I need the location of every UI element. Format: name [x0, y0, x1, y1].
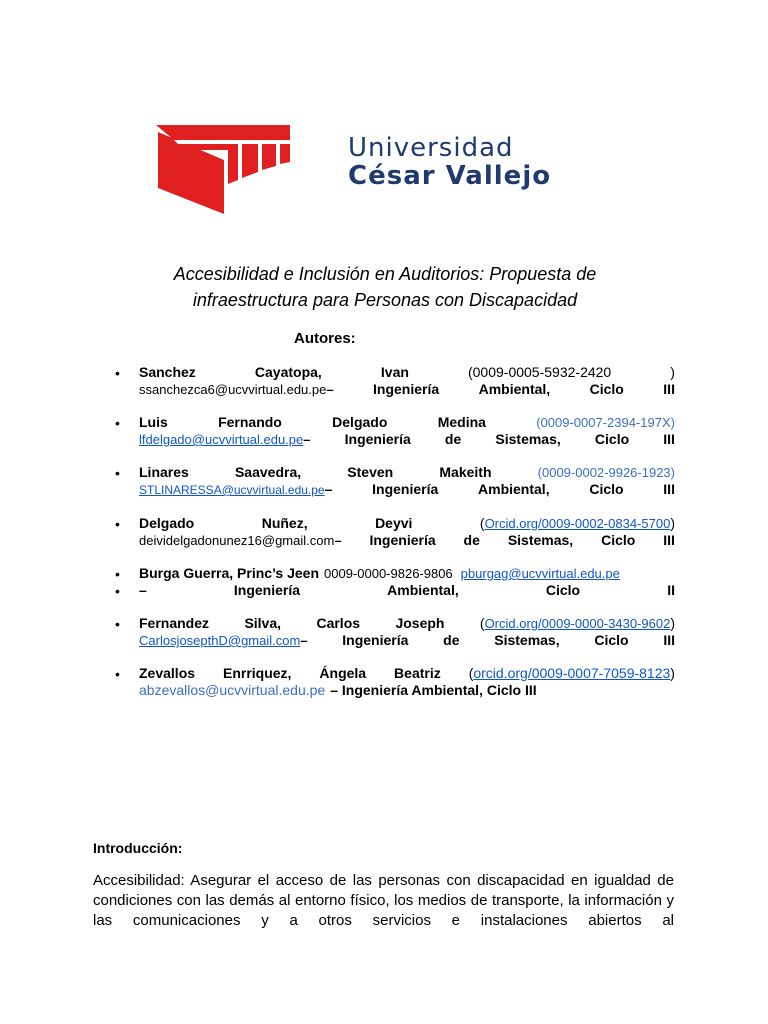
author-orcid-close: )	[670, 364, 675, 380]
ciclo-label: Ciclo	[594, 431, 630, 447]
career-word: de	[443, 632, 460, 648]
author-name-part: Cayatopa,	[254, 364, 322, 380]
author-orcid-link[interactable]: Orcid.org/0009-0000-3430-9602	[484, 616, 671, 631]
author-item	[115, 665, 675, 699]
author-email-link[interactable]: CarlosjosepthD@gmail.com	[139, 633, 301, 648]
author-item	[115, 414, 675, 448]
bullet: •	[115, 616, 120, 632]
author-name-part: Steven	[347, 464, 394, 480]
author-name-part: Saavedra,	[234, 464, 302, 480]
bullet: •	[115, 566, 120, 582]
author-name-part: Silva,	[244, 615, 282, 631]
author-name-part: Linares	[139, 464, 189, 480]
ciclo-label: Ciclo	[601, 532, 636, 548]
paren-close: )	[670, 665, 675, 681]
introduction-heading: Introducción:	[93, 840, 183, 856]
author-name-part: Medina	[437, 414, 486, 430]
dash: –	[326, 382, 334, 397]
author-name-part: Beatriz	[394, 665, 441, 681]
ciclo-number: III	[663, 632, 675, 648]
bullet: •	[115, 465, 120, 481]
author-email-link[interactable]: lfdelgado@ucvvirtual.edu.pe	[139, 432, 304, 447]
career-word: Ingeniería	[369, 532, 436, 548]
dash: –	[300, 633, 308, 648]
career-word: Ingeniería	[233, 582, 301, 598]
career-word: Ingeniería	[373, 381, 440, 397]
author-name-part: Ivan	[380, 364, 409, 380]
authors-list	[115, 364, 675, 715]
authors-heading: Autores:	[294, 330, 356, 347]
university-wordmark	[348, 134, 551, 190]
career-word: Ambiental,	[478, 481, 550, 497]
ciclo-number: II	[667, 582, 675, 598]
author-name-part: Zevallos	[139, 665, 196, 681]
author-email: abzevallos@ucvvirtual.edu.pe	[139, 682, 326, 698]
author-email-link[interactable]: pburgag@ucvvirtual.edu.pe	[460, 566, 620, 581]
career-word: Sistemas,	[507, 532, 574, 548]
author-name-part: Sanchez	[139, 364, 196, 380]
bullet: •	[115, 415, 120, 431]
ciclo-label: Ciclo	[594, 632, 629, 648]
author-name-part: Delgado	[139, 515, 195, 531]
author-item	[115, 565, 675, 599]
author-name-part: Fernandez	[139, 615, 210, 631]
bullet: •	[115, 516, 120, 532]
career-word: Ingeniería	[372, 481, 439, 497]
author-name-part: Makeith	[439, 464, 492, 480]
dash: –	[303, 432, 311, 447]
ciclo-label: Ciclo	[545, 582, 581, 598]
paren-open: (	[479, 515, 485, 531]
introduction-paragraph: Accesibilidad: Asegurar el acceso de las personas con discapacidad en igualdad de condiciones con las demás al entorno físico, los medios de transporte, la información y las comunicaciones y a otros servicios e instalaciones abiertos al	[93, 872, 674, 929]
author-name-part: Deyvi	[375, 515, 413, 531]
author-name: Burga Guerra, Princ’s Jeen	[139, 565, 319, 581]
author-item	[115, 515, 675, 549]
author-orcid-link[interactable]: orcid.org/0009-0007-7059-8123	[473, 665, 671, 681]
dash: –	[324, 481, 333, 497]
career-word: Sistemas,	[494, 632, 560, 648]
university-name-line2: César Vallejo	[348, 161, 552, 191]
dash: –	[334, 533, 342, 548]
author-orcid: (0009-0007-2394-197X)	[536, 415, 675, 430]
author-orcid-link[interactable]: Orcid.org/0009-0002-0834-5700	[484, 516, 671, 531]
career-word: Sistemas,	[495, 431, 561, 447]
ucv-logo-icon	[154, 120, 294, 215]
author-name-part: Luis	[139, 414, 168, 430]
career-word: Ambiental,	[387, 582, 459, 598]
bullet: •	[115, 365, 120, 381]
paren-close: )	[670, 515, 675, 531]
author-orcid: (0009-0005-5932-2420	[467, 364, 612, 380]
career-word: Ingeniería	[344, 431, 411, 447]
bullet: •	[115, 666, 120, 682]
ciclo-label: Ciclo	[589, 381, 624, 397]
career-word: de	[444, 431, 462, 447]
author-name-part: Joseph	[395, 615, 445, 631]
ciclo-label: Ciclo	[589, 481, 624, 497]
ciclo-number: III	[663, 481, 675, 497]
author-career: – Ingeniería Ambiental, Ciclo III	[330, 682, 537, 698]
ciclo-number: III	[663, 381, 675, 397]
author-name-part: Nuñez,	[261, 515, 308, 531]
author-email: ssanchezca6@ucvvirtual.edu.pe	[139, 382, 327, 397]
career-word: de	[463, 532, 480, 548]
ciclo-number: III	[663, 532, 675, 548]
author-item	[115, 364, 675, 398]
author-item	[115, 464, 675, 499]
author-orcid: (0009-0002-9926-1923)	[537, 465, 675, 480]
career-word: Ambiental,	[478, 381, 551, 397]
author-name-part: Delgado	[332, 414, 388, 430]
university-name-line1: Universidad	[348, 133, 514, 163]
career-word: Ingeniería	[342, 632, 409, 648]
author-orcid: 0009-0000-9826-9806	[324, 566, 453, 581]
author-name-part: Ángela	[319, 665, 367, 681]
ciclo-number: III	[663, 431, 675, 447]
paren-open: (	[468, 665, 474, 681]
bullet: •	[115, 583, 120, 599]
author-name-part: Fernando	[218, 414, 282, 430]
paren-close: )	[670, 615, 675, 631]
author-item	[115, 615, 675, 649]
author-email: deividelgadonunez16@gmail.com	[139, 533, 335, 548]
author-name-part: Carlos	[316, 615, 361, 631]
document-title: Accesibilidad e Inclusión en Auditorios: Propuesta de infraestructura para Personas con Discapacidad	[173, 264, 597, 310]
author-email-link[interactable]: STLINARESSA@ucvvirtual.edu.pe	[139, 483, 325, 497]
paren-open: (	[479, 615, 485, 631]
author-name-part: Enrriquez,	[222, 665, 292, 681]
dash: –	[139, 582, 147, 598]
